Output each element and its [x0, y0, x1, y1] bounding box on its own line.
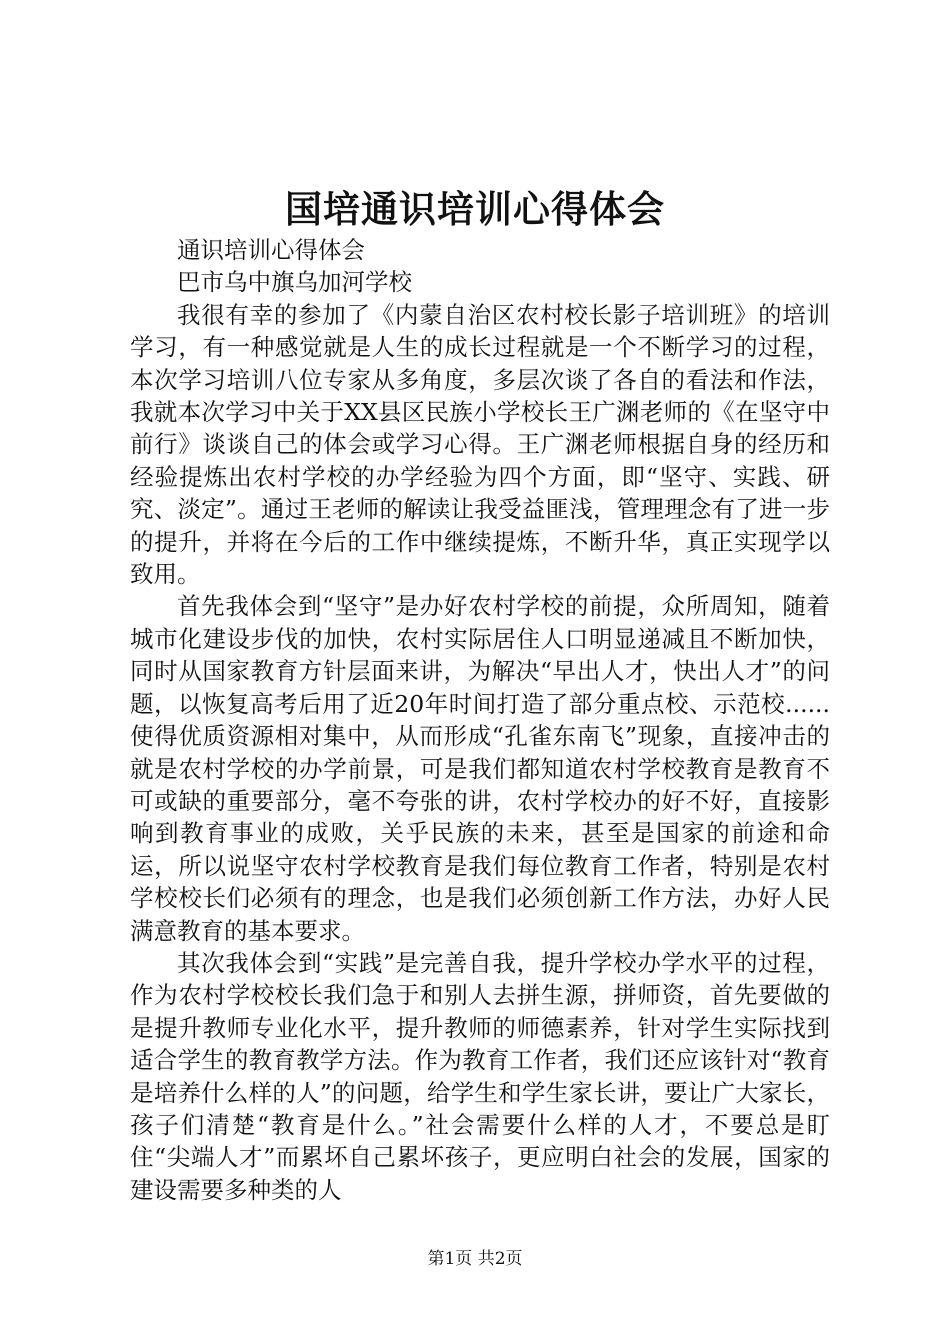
subtitle-line: 通识培训心得体会 [177, 236, 365, 264]
paragraph: 首先我体会到“坚守”是办好农村学校的前提，众所周知，随着城市化建设步伐的加快，农村实际居住人口明显递减且不断加快，同时从国家教育方针层面来讲，为解决“早出人才，快出人才”的问题，以恢复高考后用了近20年时间打造了部分重点校、示范校......使得优质资源相对集中，从而形成“孔雀东南飞”现象，直接冲击的就是农村学校的办学前景，可是我们都知道农村学校教育是教育不可或缺的重要部分，毫不夸张的讲，农村学校办的好不好，直接影响到教育事业的成败，关乎民族的未来，甚至是国家的前途和命运，所以说坚守农村学校教育是我们每位教育工作者，特别是农村学校校长们必须有的理念，也是我们必须创新工作方法，办好人民满意教育的基本要求。 [130, 592, 830, 945]
paragraph: 我很有幸的参加了《内蒙自治区农村校长影子培训班》的培训学习，有一种感觉就是人生的成长过程就是一个不断学习的过程，本次学习培训八位专家从多角度，多层次谈了各自的看法和作法，我就本次学习中关于XX县区民族小学校长王广渊老师的《在坚守中前行》谈谈自己的体会或学习心得。王广渊老师根据自身的经历和经验提炼出农村学校的办学经验为四个方面，即“坚守、实践、研究、淡定”。通过王老师的解读让我受益匪浅，管理理念有了进一步的提升，并将在今后的工作中继续提炼，不断升华，真正实现学以致用。 [130, 300, 830, 589]
page-number-footer: 第1页 共2页 [427, 1249, 523, 1269]
paragraph: 其次我体会到“实践”是完善自我，提升学校办学水平的过程，作为农村学校校长我们急于和别人去拼生源，拼师资，首先要做的是提升教师专业化水平，提升教师的师德素养，针对学生实际找到适合学生的教育教学方法。作为教育工作者，我们还应该针对“教育是培养什么样的人”的问题，给学生和学生家长讲，要让广大家长，孩子们清楚“教育是什么。”社会需要什么样的人才，不要总是盯住“尖端人才”而累坏自己累坏孩子，更应明白社会的发展，国家的建设需要多种类的人 [130, 948, 830, 1204]
author-line: 巴市乌中旗乌加河学校 [177, 268, 412, 297]
document-body [130, 234, 830, 1206]
document-title: 国培通识培训心得体会 [285, 187, 665, 231]
